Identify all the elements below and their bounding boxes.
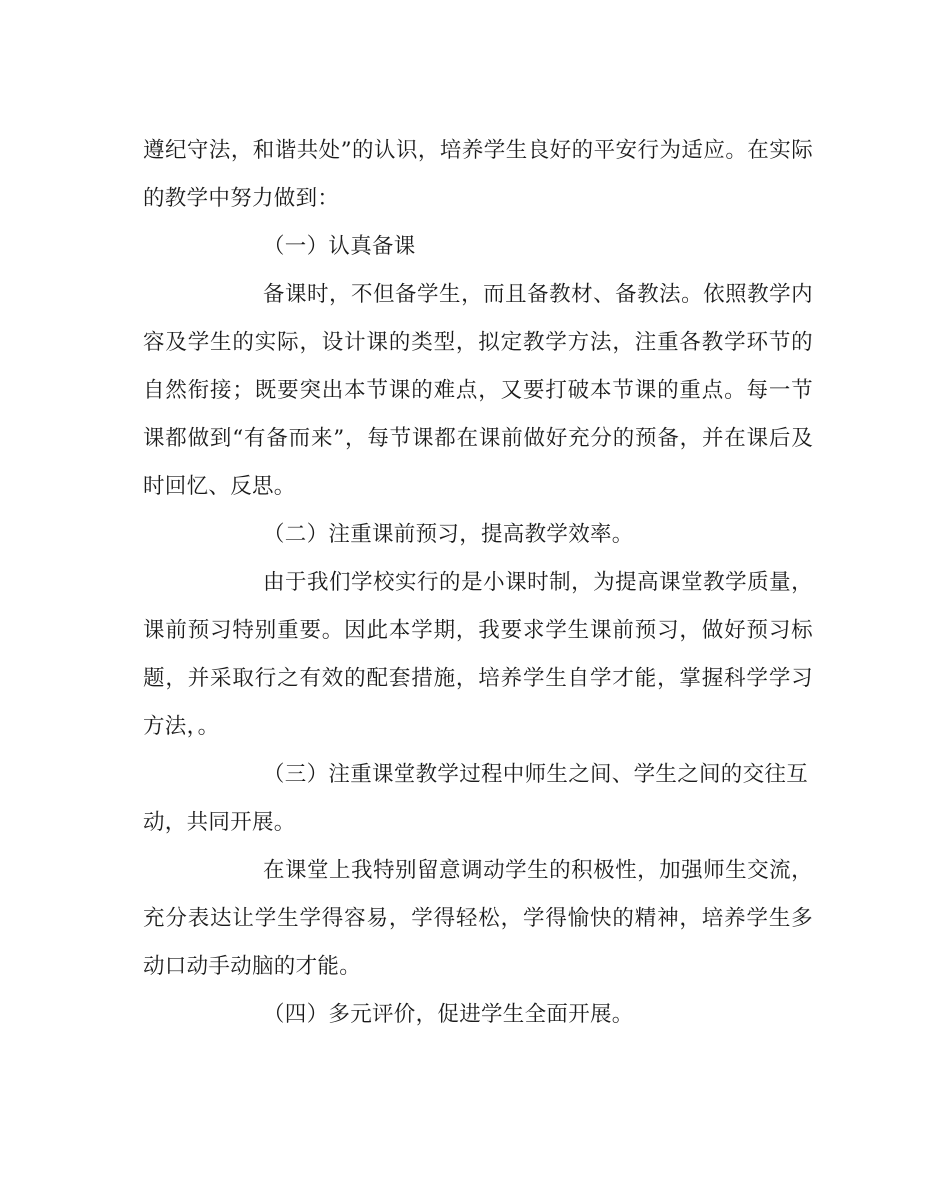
paragraph-preview: 由于我们学校实行的是小课时制，为提高课堂教学质量，课前预习特别重要。因此本学期，我要求学生课前预习，做好预习标题，并采取行之有效的配套措施，培养学生自学才能，掌握科学学习方法，。 — [143, 570, 813, 739]
section-heading-1: （一）认真备课 — [263, 234, 416, 259]
section-heading-3: （三）注重课堂教学过程中师生之间、学生之间的交往互动，共同开展。 — [143, 762, 809, 835]
paragraph-classroom: 在课堂上我特别留意调动学生的积极性，加强师生交流，充分表达让学生学得容易，学得轻松，学得愉快的精神，培养学生多动口动手动脑的才能。 — [143, 858, 813, 979]
section-heading-4: （四）多元评价，促进学生全面开展。 — [263, 1002, 634, 1027]
section-heading-2: （二）注重课前预习，提高教学效率。 — [263, 522, 634, 547]
paragraph-lesson-prep: 备课时，不但备学生，而且备教材、备教法。依照教学内容及学生的实际，设计课的类型，拟定教学方法，注重各教学环节的自然衔接；既要突出本节课的难点，又要打破本节课的重点。每一节课都做到“有备而来”，每节课都在课前做好充分的预备，并在课后及时回忆、反思。 — [143, 282, 813, 499]
paragraph-intro: 遵纪守法，和谐共处”的认识，培养学生良好的平安行为适应。在实际的教学中努力做到： — [143, 138, 813, 211]
document-body — [143, 127, 813, 1039]
